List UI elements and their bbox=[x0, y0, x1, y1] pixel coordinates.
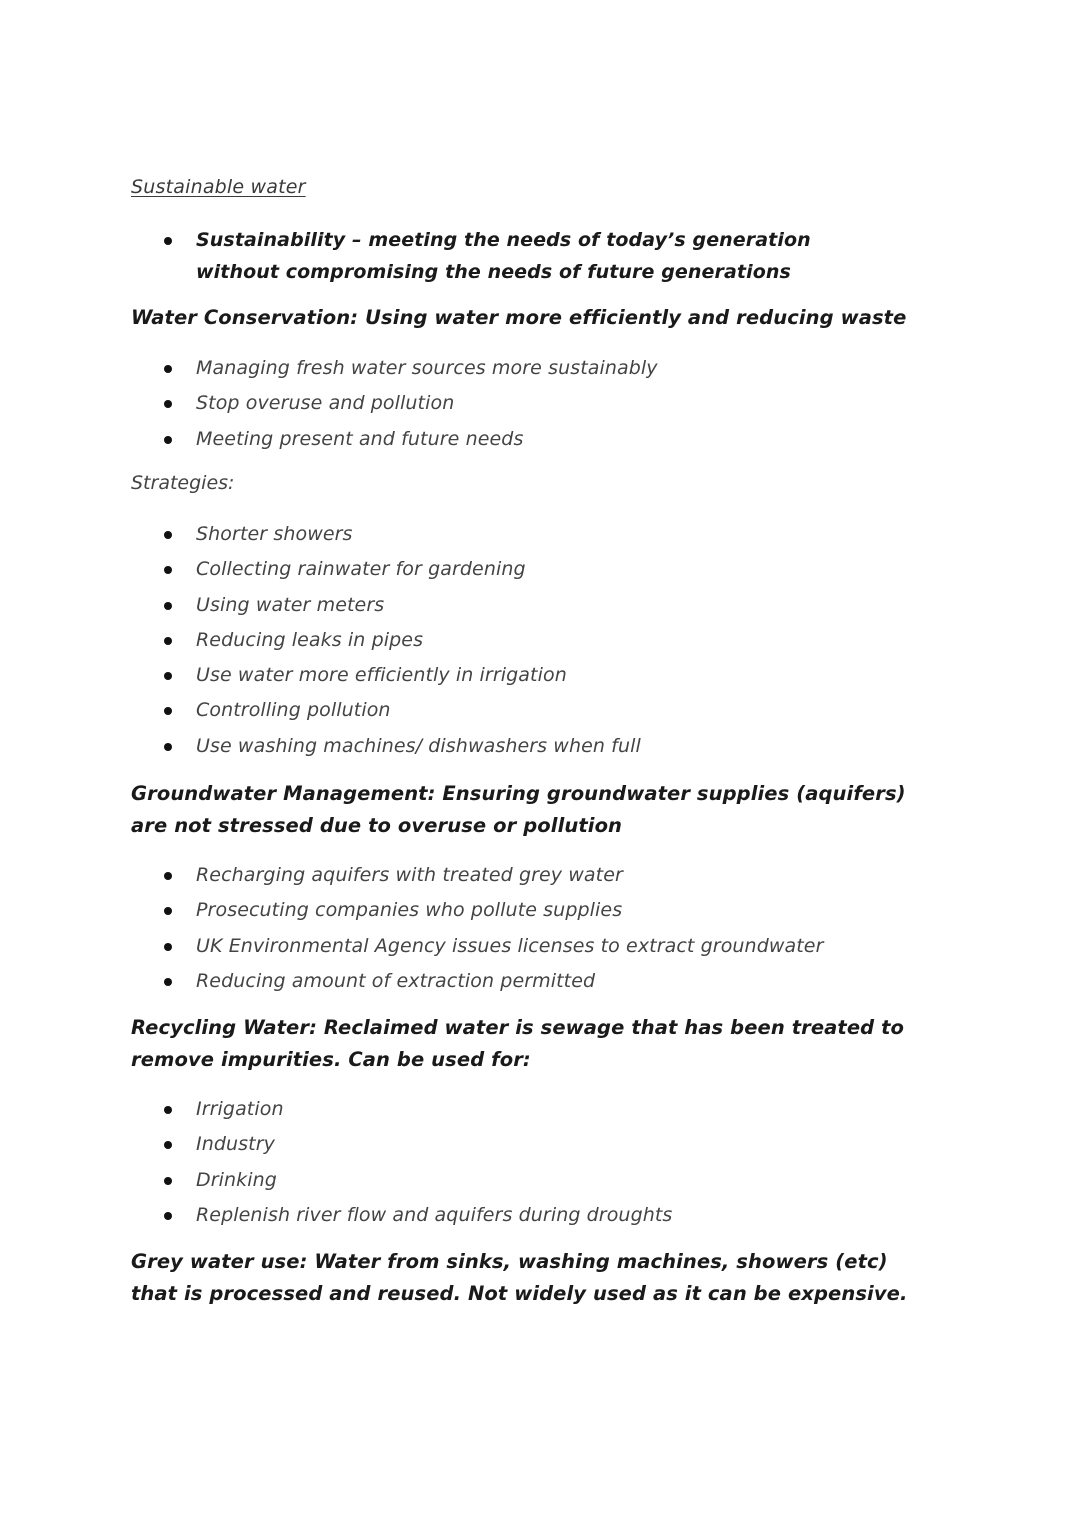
page-title: Sustainable water bbox=[131, 176, 306, 198]
list-item: Managing fresh water sources more sustainably bbox=[164, 351, 658, 386]
list-item: Using water meters bbox=[164, 588, 641, 623]
list-item: Reducing amount of extraction permitted bbox=[164, 964, 824, 999]
list-item: Industry bbox=[164, 1127, 672, 1162]
conservation-heading: Water Conservation: Using water more efficiently and reducing waste bbox=[131, 306, 907, 329]
list-item: Controlling pollution bbox=[164, 693, 641, 728]
list-item: Drinking bbox=[164, 1163, 672, 1198]
list-item: Collecting rainwater for gardening bbox=[164, 552, 641, 587]
list-item: Irrigation bbox=[164, 1092, 672, 1127]
list-item: UK Environmental Agency issues licenses to extract groundwater bbox=[164, 929, 824, 964]
groundwater-list bbox=[164, 858, 824, 999]
list-item: Replenish river flow and aquifers during droughts bbox=[164, 1198, 672, 1233]
list-item: Use water more efficiently in irrigation bbox=[164, 658, 641, 693]
strategies-label: Strategies: bbox=[131, 472, 235, 494]
list-item: Shorter showers bbox=[164, 517, 641, 552]
list-item: Prosecuting companies who pollute supplies bbox=[164, 893, 824, 928]
recycling-heading: Recycling Water: Reclaimed water is sewage that has been treated to remove impurities. Can be used for: bbox=[131, 1016, 905, 1071]
list-item: Reducing leaks in pipes bbox=[164, 623, 641, 658]
list-item: Use washing machines/ dishwashers when full bbox=[164, 729, 641, 764]
recycling-list bbox=[164, 1092, 672, 1233]
list-item: Meeting present and future needs bbox=[164, 422, 658, 457]
list-item: Stop overuse and pollution bbox=[164, 386, 658, 421]
grey-water-heading: Grey water use: Water from sinks, washing machines, showers (etc) that is processed and reused. Not widely used as it can be expensive. bbox=[131, 1250, 908, 1305]
conservation-list bbox=[164, 351, 658, 457]
list-item: Sustainability – meeting the needs of today’s generation without compromising the needs of future generations bbox=[164, 224, 856, 288]
intro-list bbox=[164, 224, 856, 288]
groundwater-heading: Groundwater Management: Ensuring groundwater supplies (aquifers) are not stressed due to overuse or pollution bbox=[131, 782, 906, 837]
list-item: Recharging aquifers with treated grey water bbox=[164, 858, 824, 893]
strategies-list bbox=[164, 517, 641, 764]
